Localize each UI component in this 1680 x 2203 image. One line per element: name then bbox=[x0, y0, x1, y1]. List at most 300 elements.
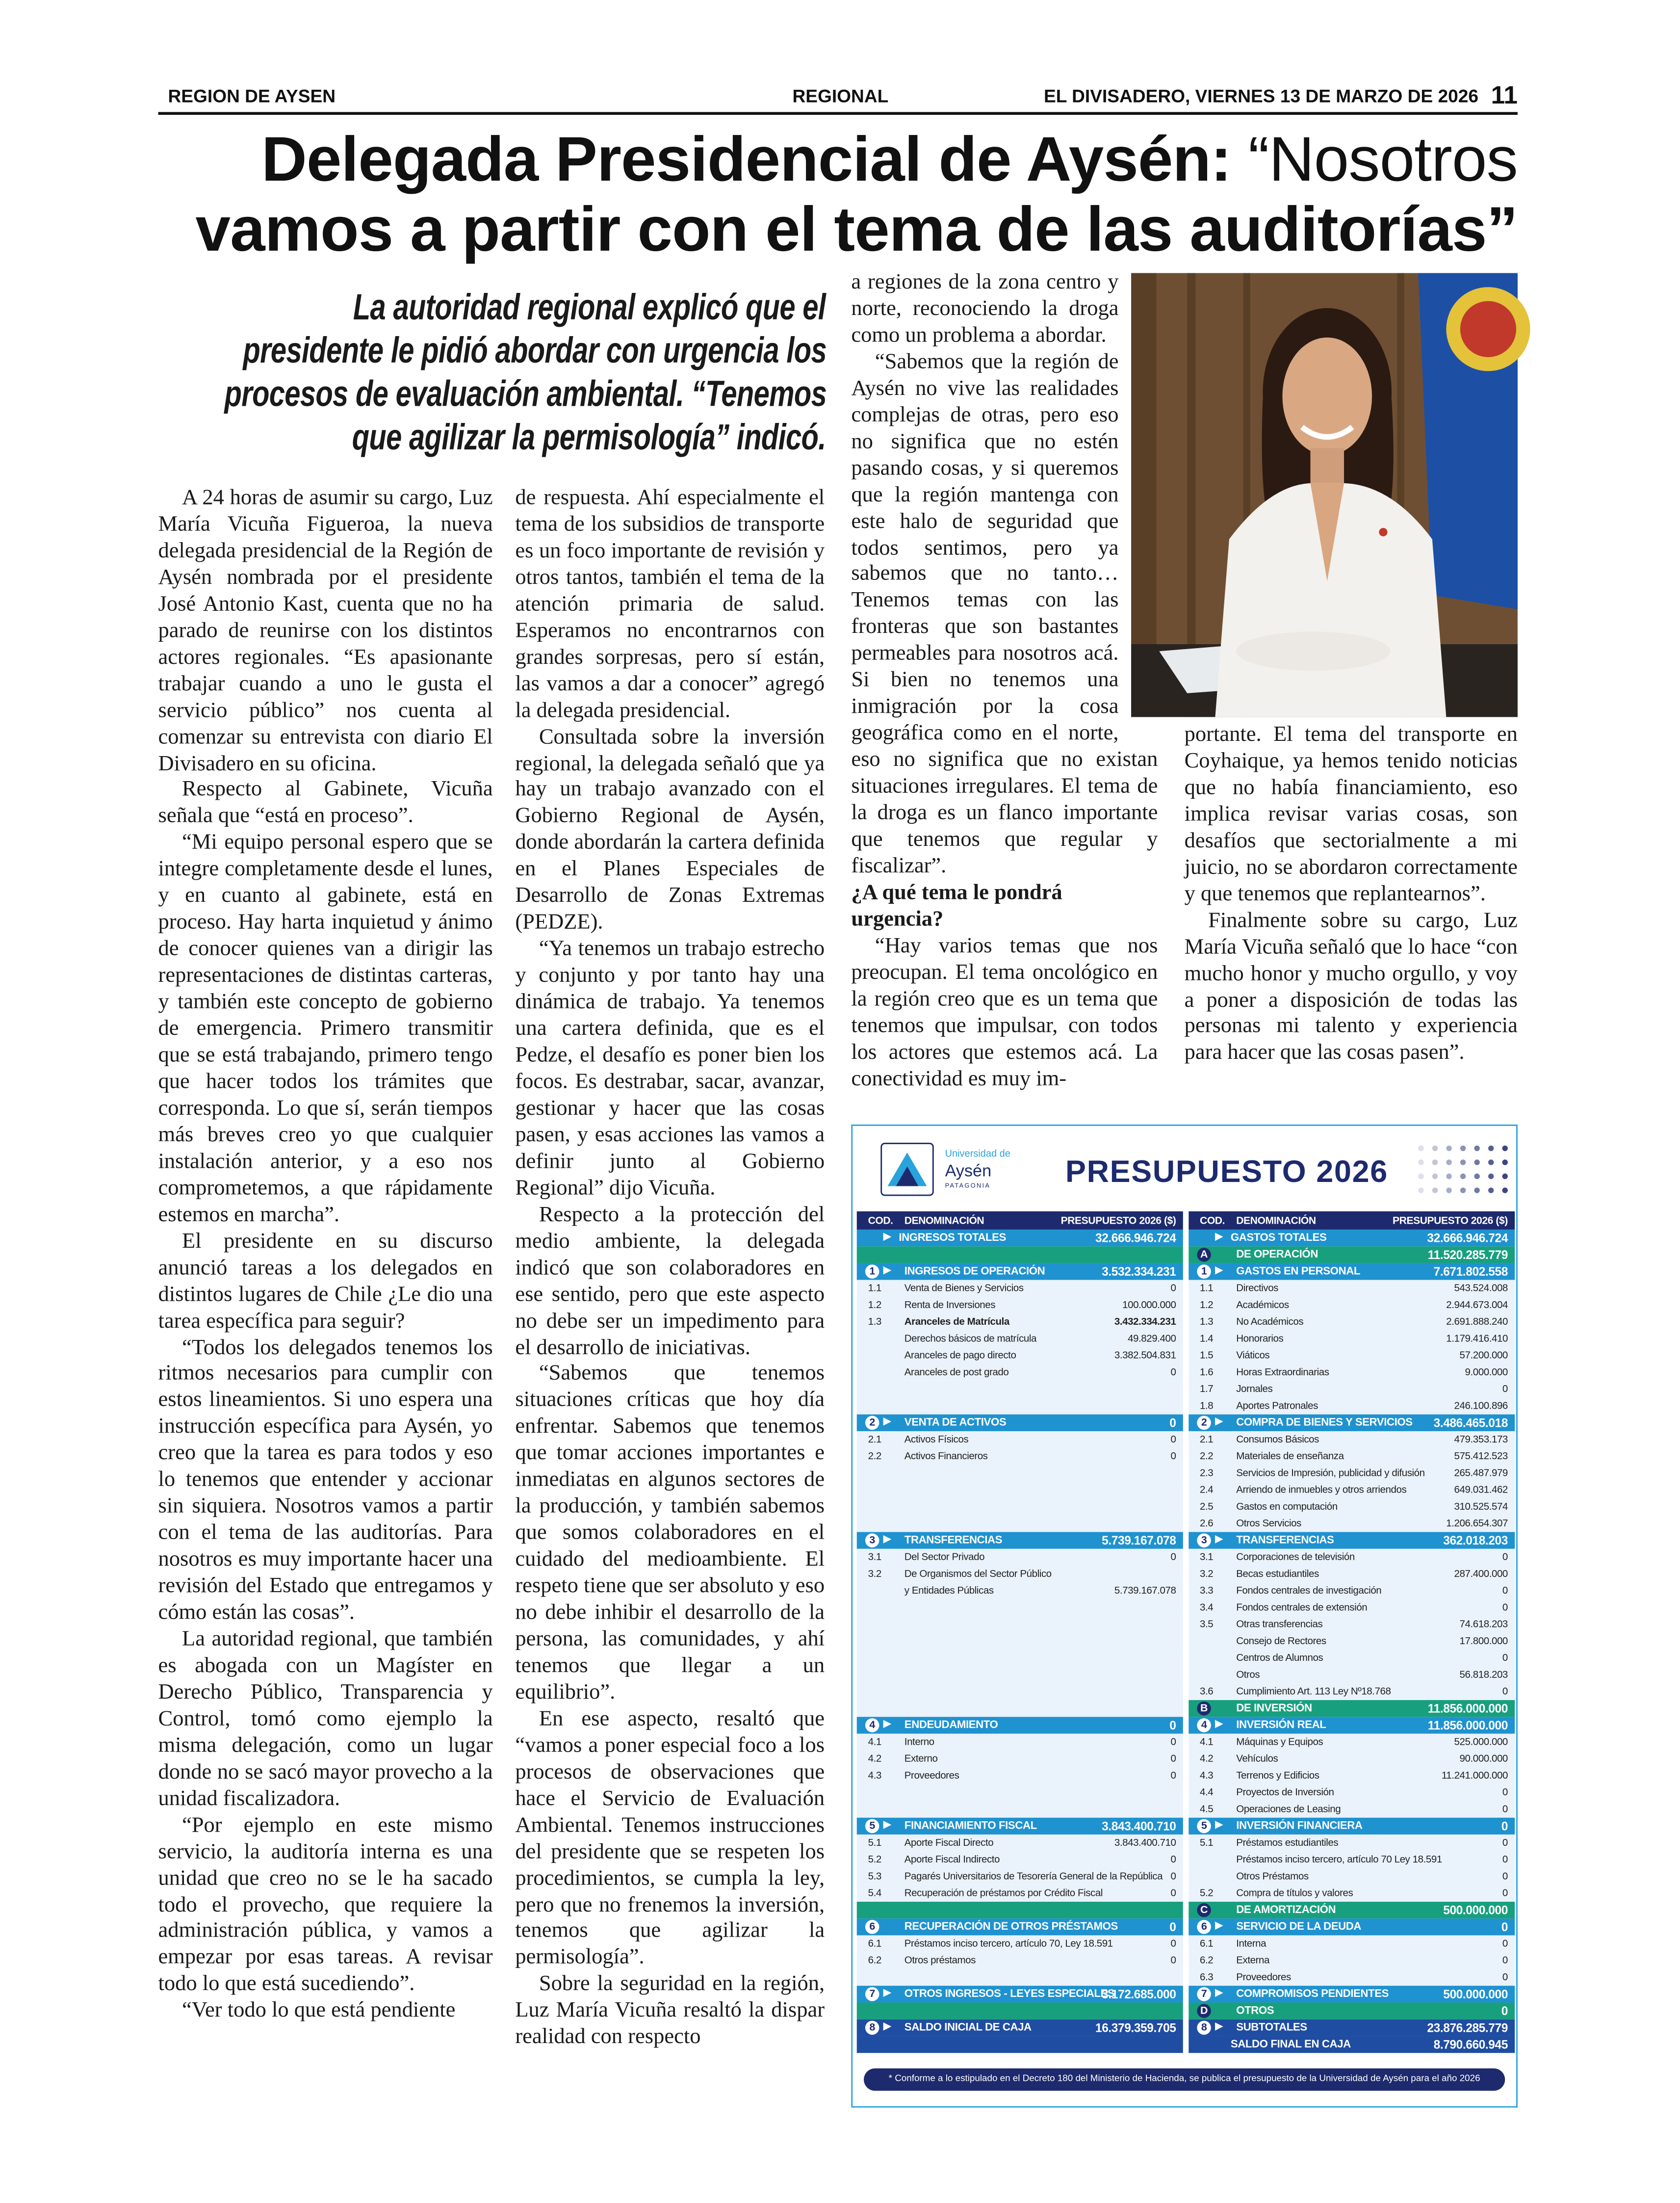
paragraph: Finalmente sobre su cargo, Luz María Vicuña señaló que lo hace “con mucho honor y mucho orgullo, y voy a poner a disposición de todas las personas mi talento y experiencia para hacer que las cosas pasen”. bbox=[1184, 908, 1518, 1065]
budget-row-sec bbox=[1189, 1700, 1515, 1717]
logo-text-line2: Aysén bbox=[945, 1161, 992, 1181]
section-letter-badge: A bbox=[1197, 1248, 1211, 1262]
triangle-right-icon: ▶ bbox=[883, 2022, 891, 2032]
row-label: Fondos centrales de extensión bbox=[1236, 1600, 1368, 1614]
category-number-badge: 1 bbox=[865, 1264, 879, 1279]
budget-row-green bbox=[857, 1246, 1183, 1263]
row-value: 500.000.000 bbox=[1443, 1903, 1508, 1917]
decor-dot bbox=[1446, 1187, 1451, 1193]
row-code: 5.3 bbox=[868, 1869, 881, 1883]
logo-text-line1: Universidad de bbox=[945, 1150, 1010, 1160]
budget-row-item bbox=[1189, 1582, 1515, 1599]
row-code: 3.6 bbox=[1200, 1684, 1214, 1698]
headline-quote-start: “Nosotros bbox=[1248, 123, 1518, 195]
logo-text-line3: PATAGONIA bbox=[945, 1181, 991, 1189]
budget-row-tot bbox=[1189, 1230, 1515, 1246]
header-rule bbox=[158, 112, 1518, 114]
row-value: 3.532.334.231 bbox=[1102, 1264, 1176, 1279]
budget-title: PRESUPUESTO 2026 bbox=[1065, 1154, 1388, 1189]
row-value: 0 bbox=[1170, 1752, 1176, 1765]
triangle-right-icon: ▶ bbox=[883, 1719, 891, 1730]
budget-row-sec bbox=[1189, 1246, 1515, 1263]
budget-row-item bbox=[1189, 1313, 1515, 1330]
row-label: VENTA DE ACTIVOS bbox=[904, 1416, 1007, 1429]
row-code: 2.2 bbox=[868, 1449, 881, 1462]
row-value: 1.179.416.410 bbox=[1446, 1332, 1508, 1345]
row-code: 1.2 bbox=[868, 1298, 881, 1311]
budget-row-item bbox=[857, 1330, 1183, 1347]
paragraph: La autoridad regional, que también es abogada con un Magíster en Derecho Público, Transparencia y Control, tomó como ejemplo la misma delegación, como un lugar donde no se sacó mayor provecho a la unidad fiscalizadora. bbox=[158, 1627, 493, 1810]
decor-dot bbox=[1432, 1187, 1438, 1193]
row-label: DE INVERSIÓN bbox=[1236, 1701, 1312, 1714]
triangle-right-icon: ▶ bbox=[1215, 1417, 1223, 1427]
paragraph: Sobre la seguridad en la región, Luz María Vicuña resaltó la dispar realidad con respecto bbox=[515, 1972, 825, 2049]
budget-row-item bbox=[1189, 1784, 1515, 1801]
budget-row-item bbox=[857, 1549, 1183, 1566]
paragraph: “Ver todo lo que está pendiente bbox=[182, 1998, 456, 2023]
row-label: Renta de Inversiones bbox=[904, 1298, 996, 1311]
budget-row-green bbox=[857, 2002, 1183, 2019]
row-label: Otros Servicios bbox=[1236, 1517, 1301, 1529]
section-category: REGIONAL bbox=[792, 85, 889, 106]
budget-table-ad bbox=[851, 1125, 1518, 2108]
article-column-1 bbox=[158, 486, 493, 2110]
row-value: 9.000.000 bbox=[1465, 1365, 1508, 1378]
budget-row-item bbox=[1189, 1549, 1515, 1566]
paragraph: “Mi equipo personal espero que se integre completamente desde el lunes, y en cuanto al gabinete, está en proceso. Hay harta inquietud y ánimo de conocer quienes van a dirigir las representaciones de distintas carteras, y también este concepto de gobierno de emergencia. Primero transmitir que se está trabajando, primero tengo que hacer todos los trámites que corresponda. Lo que sí, serán tiempos más breves creo yo que cualquier instalación anterior, y a eso nos comprometemos, a que rápidamente estemos en marcha”. bbox=[158, 831, 493, 1227]
budget-row-item bbox=[857, 1952, 1183, 1969]
row-code: 5.1 bbox=[1200, 1836, 1214, 1849]
triangle-right-icon: ▶ bbox=[883, 1266, 891, 1276]
dot-pattern-decoration bbox=[1413, 1140, 1511, 1208]
category-number-badge: 7 bbox=[865, 1987, 879, 2001]
category-number-badge: 7 bbox=[1197, 1987, 1211, 2001]
category-number-badge: 8 bbox=[865, 2021, 879, 2035]
row-value: 310.525.574 bbox=[1454, 1499, 1508, 1513]
category-number-badge: 8 bbox=[1197, 2021, 1211, 2035]
row-value: 0 bbox=[1170, 1937, 1176, 1950]
row-value: 479.353.173 bbox=[1454, 1432, 1508, 1445]
row-value: 0 bbox=[1170, 1768, 1176, 1782]
row-value: 0 bbox=[1170, 1735, 1176, 1748]
row-label: Materiales de enseñanza bbox=[1236, 1449, 1344, 1462]
decor-dot bbox=[1460, 1159, 1466, 1165]
row-value: 0 bbox=[1170, 1550, 1176, 1563]
row-value: 0 bbox=[1502, 1970, 1508, 1983]
category-number-badge: 6 bbox=[1197, 1920, 1211, 1934]
budget-row-dark bbox=[857, 2019, 1183, 2036]
row-code: 6.2 bbox=[868, 1953, 881, 1967]
row-value: 0 bbox=[1170, 1432, 1176, 1445]
row-label: Externa bbox=[1236, 1953, 1269, 1967]
row-value: 3.486.465.018 bbox=[1433, 1416, 1508, 1430]
row-label: Consejo de Rectores bbox=[1236, 1634, 1326, 1647]
row-label: y Entidades Públicas bbox=[904, 1584, 994, 1597]
article-column-4 bbox=[1185, 723, 1518, 1101]
budget-row-blank bbox=[857, 1666, 1183, 1683]
budget-row-item bbox=[1189, 1599, 1515, 1616]
row-value: 0 bbox=[1502, 1937, 1508, 1950]
row-code: 5.2 bbox=[868, 1853, 881, 1865]
budget-row-cat bbox=[1189, 1986, 1515, 2002]
row-label: Venta de Bienes y Servicios bbox=[904, 1281, 1024, 1294]
row-value: 0 bbox=[1502, 1382, 1508, 1395]
paragraph: Respecto al Gabinete, Vicuña señala que “está en proceso”. bbox=[158, 778, 493, 829]
row-label: INGRESOS TOTALES bbox=[899, 1231, 1006, 1244]
row-label: Préstamos estudiantiles bbox=[1236, 1836, 1339, 1849]
row-label: Centros de Alumnos bbox=[1236, 1651, 1323, 1664]
row-code: 3.1 bbox=[868, 1550, 881, 1563]
row-value: 32.666.946.724 bbox=[1427, 1231, 1508, 1245]
budget-row-cat bbox=[857, 1263, 1183, 1280]
deck-line: procesos de evaluación ambiental. “Tenemos bbox=[224, 372, 826, 415]
row-code: 4.2 bbox=[868, 1752, 881, 1765]
category-number-badge: 1 bbox=[1197, 1264, 1211, 1279]
budget-row-item bbox=[857, 1448, 1183, 1465]
section-letter-badge: C bbox=[1197, 1903, 1211, 1917]
row-label: SALDO FINAL EN CAJA bbox=[1230, 2037, 1351, 2050]
row-label: Otras transferencias bbox=[1236, 1617, 1323, 1630]
row-label: DENOMINACIÓN bbox=[1236, 1214, 1316, 1227]
row-label: Otros préstamos bbox=[904, 1953, 976, 1967]
row-value: 8.790.660.945 bbox=[1433, 2037, 1508, 2052]
subheading: ¿A qué tema le pondrá urgencia? bbox=[851, 881, 1062, 931]
row-label: Servicios de Impresión, publicidad y difusión bbox=[1236, 1466, 1425, 1479]
budget-row-item bbox=[1189, 1347, 1515, 1364]
row-label: INVERSIÓN FINANCIERA bbox=[1236, 1819, 1363, 1832]
row-label: Aranceles de Matrícula bbox=[904, 1315, 1009, 1328]
row-value: 246.100.896 bbox=[1454, 1399, 1508, 1412]
deck-line: La autoridad regional explicó que el bbox=[353, 286, 826, 328]
row-value: 16.379.359.705 bbox=[1095, 2020, 1176, 2035]
decor-dot bbox=[1488, 1159, 1494, 1165]
decor-dot bbox=[1418, 1146, 1423, 1151]
row-code: 1.8 bbox=[1200, 1399, 1214, 1412]
row-label: Otros bbox=[1236, 1668, 1260, 1681]
row-value: 5.739.167.078 bbox=[1102, 1533, 1176, 1547]
row-code: 5.2 bbox=[1200, 1886, 1214, 1899]
budget-row-item bbox=[857, 1935, 1183, 1952]
decor-dot bbox=[1488, 1187, 1494, 1193]
decor-dot bbox=[1446, 1174, 1451, 1179]
paragraph: “Ya tenemos un trabajo estrecho y conjunto y por tanto hay una dinámica de trabajo. Ya tenemos una cartera definida, que es el Pedze, el desafío es poner bien los focos. Es destrabar, sacar, avanzar, gestionar y hacer que las cosas pasen, y esas acciones las vamos a definir junto al Gobierno Regional” dijo Vicuña. bbox=[515, 937, 825, 1200]
row-value: 57.200.000 bbox=[1459, 1348, 1508, 1362]
row-label: FINANCIAMIENTO FISCAL bbox=[904, 1819, 1037, 1832]
row-value: 0 bbox=[1501, 1819, 1508, 1834]
budget-row-cat bbox=[1189, 1415, 1515, 1431]
row-label: Derechos básicos de matrícula bbox=[904, 1332, 1037, 1345]
category-number-badge: 2 bbox=[1197, 1416, 1211, 1430]
row-code: COD. bbox=[1200, 1214, 1225, 1227]
headline-line-2: vamos a partir con el tema de las auditorías” bbox=[195, 193, 1518, 265]
row-value: 0 bbox=[1502, 1550, 1508, 1563]
row-label: Activos Físicos bbox=[904, 1432, 969, 1445]
row-code: 1.3 bbox=[1200, 1315, 1214, 1328]
row-label: SUBTOTALES bbox=[1236, 2020, 1307, 2034]
budget-row-item bbox=[857, 1582, 1183, 1599]
row-value: 0 bbox=[1169, 1416, 1176, 1430]
budget-row-cat bbox=[1189, 1918, 1515, 1935]
budget-row-item bbox=[1189, 1397, 1515, 1414]
row-code: 1.7 bbox=[1200, 1382, 1214, 1395]
row-value: 0 bbox=[1502, 1836, 1508, 1849]
decor-dot bbox=[1418, 1159, 1423, 1165]
budget-row-item bbox=[1189, 1868, 1515, 1885]
category-number-badge: 2 bbox=[865, 1416, 879, 1430]
budget-row-blank bbox=[857, 1801, 1183, 1817]
row-label: Aranceles de pago directo bbox=[904, 1348, 1016, 1362]
deck-line: que agilizar la permisología” indicó. bbox=[352, 416, 826, 458]
row-label: Pagarés Universitarios de Tesorería General de la República bbox=[904, 1869, 1163, 1883]
decor-dot bbox=[1474, 1187, 1479, 1193]
row-value: 0 bbox=[1502, 1869, 1508, 1883]
row-label: Consumos Básicos bbox=[1236, 1432, 1319, 1445]
row-code: 5.4 bbox=[868, 1886, 881, 1899]
row-code: 5.1 bbox=[868, 1836, 881, 1849]
triangle-right-icon: ▶ bbox=[883, 1988, 891, 1998]
row-label: Compra de títulos y valores bbox=[1236, 1886, 1353, 1899]
budget-row-item bbox=[1189, 1851, 1515, 1868]
row-code: 2.3 bbox=[1200, 1466, 1214, 1479]
row-value: 0 bbox=[1501, 2004, 1508, 2018]
row-label: De Organismos del Sector Público bbox=[904, 1567, 1052, 1580]
section-letter-badge: B bbox=[1197, 1702, 1211, 1716]
row-label: RECUPERACIÓN DE OTROS PRÉSTAMOS bbox=[904, 1920, 1118, 1933]
row-label: Recuperación de préstamos por Crédito Fiscal bbox=[904, 1886, 1103, 1899]
row-value: 0 bbox=[1170, 1449, 1176, 1462]
budget-row-blank bbox=[857, 1683, 1183, 1700]
article-column-2 bbox=[515, 486, 825, 2110]
category-number-badge: 3 bbox=[1197, 1533, 1211, 1547]
decor-dot bbox=[1488, 1146, 1494, 1151]
row-value: 3.843.400.710 bbox=[1102, 1819, 1176, 1834]
budget-row-cat bbox=[1189, 1263, 1515, 1280]
row-code: 4.3 bbox=[868, 1768, 881, 1782]
headline-line-1 bbox=[261, 123, 1518, 196]
row-code: 4.4 bbox=[1200, 1785, 1214, 1798]
row-code: 2.4 bbox=[1200, 1483, 1214, 1496]
triangle-right-icon: ▶ bbox=[1215, 1266, 1223, 1276]
row-label: Académicos bbox=[1236, 1298, 1289, 1311]
budget-row-fin bbox=[1189, 2036, 1515, 2053]
row-value: 0 bbox=[1169, 1920, 1176, 1934]
triangle-right-icon: ▶ bbox=[1215, 1820, 1223, 1831]
row-value: 0 bbox=[1170, 1853, 1176, 1865]
budget-row-blank bbox=[857, 1381, 1183, 1397]
triangle-right-icon: ▶ bbox=[1215, 1921, 1223, 1931]
triangle-right-icon: ▶ bbox=[1215, 1535, 1223, 1545]
row-code: COD. bbox=[868, 1214, 893, 1227]
budget-row-blank bbox=[857, 1650, 1183, 1666]
category-number-badge: 4 bbox=[865, 1718, 879, 1732]
row-value: 0 bbox=[1502, 1584, 1508, 1597]
budget-row-blank bbox=[857, 1465, 1183, 1481]
budget-row-item bbox=[857, 1431, 1183, 1448]
paragraph: Consultada sobre la inversión regional, la delegada señaló que ya hay un trabajo avanzado con el Gobierno Regional de Aysén, donde abordarán la cartera definida en el Planes Especiales de Desarrollo de Zonas Extremas (PEDZE). bbox=[515, 725, 825, 935]
row-label: Aportes Patronales bbox=[1236, 1399, 1318, 1412]
paragraph: El presidente en su discurso anunció tareas a los delegados en distintos lugares de Chile ¿Le dio una tarea específica para seguir? bbox=[158, 1229, 493, 1333]
row-label: COMPRA DE BIENES Y SERVICIOS bbox=[1236, 1416, 1413, 1429]
row-code: 3.2 bbox=[1200, 1567, 1214, 1580]
decor-dot bbox=[1502, 1159, 1508, 1165]
row-code: 2.5 bbox=[1200, 1499, 1214, 1513]
row-code: 2.1 bbox=[1200, 1432, 1214, 1445]
row-code: 4.1 bbox=[868, 1735, 881, 1748]
row-value: 0 bbox=[1502, 1853, 1508, 1865]
row-value: 3.432.334.231 bbox=[1114, 1315, 1176, 1328]
budget-row-item bbox=[1189, 1935, 1515, 1952]
budget-row-cat bbox=[857, 1415, 1183, 1431]
row-code: 3.4 bbox=[1200, 1600, 1214, 1614]
row-value: 0 bbox=[1170, 1869, 1176, 1883]
decor-dot bbox=[1460, 1174, 1466, 1179]
row-code: 2.2 bbox=[1200, 1449, 1214, 1462]
row-value: 3.172.685.000 bbox=[1102, 1987, 1176, 2001]
row-value: 0 bbox=[1502, 1600, 1508, 1614]
row-label: OTROS INGRESOS - LEYES ESPECIALES bbox=[904, 1987, 1115, 2000]
row-code: 4.1 bbox=[1200, 1735, 1214, 1748]
budget-row-cat bbox=[1189, 1717, 1515, 1733]
row-value: PRESUPUESTO 2026 ($) bbox=[1393, 1214, 1508, 1227]
budget-row-item bbox=[1189, 1952, 1515, 1969]
paper-date: EL DIVISADERO, VIERNES 13 DE MARZO DE 2026 bbox=[1044, 85, 1479, 106]
paragraph: “Todos los delegados tenemos los ritmos necesarios para cumplir con estos lineamientos. Si uno espera una instrucción específica para Aysén, yo creo que la tarea es para todos y eso lo tenemos que entender y accionar sin siquiera. Nosotros vamos a partir con el tema de las auditorías. Para nosotros es muy importante hacer una revisión del Estado que entregamos y cómo están las cosas”. bbox=[158, 1335, 493, 1625]
row-label: TRANSFERENCIAS bbox=[904, 1533, 1003, 1547]
category-number-badge: 5 bbox=[1197, 1819, 1211, 1834]
row-label: Proveedores bbox=[1236, 1970, 1291, 1983]
budget-row-item bbox=[857, 1868, 1183, 1885]
decor-dot bbox=[1446, 1159, 1451, 1165]
row-value: 7.671.802.558 bbox=[1433, 1264, 1508, 1279]
row-value: 0 bbox=[1502, 1785, 1508, 1798]
row-label: Corporaciones de televisión bbox=[1236, 1550, 1355, 1563]
triangle-right-icon: ▶ bbox=[1215, 1232, 1223, 1242]
row-value: 0 bbox=[1170, 1886, 1176, 1899]
triangle-right-icon: ▶ bbox=[883, 1417, 891, 1427]
paragraph: “Por ejemplo en este mismo servicio, la auditoría interna es una unidad que creo no se le ha sacado todo el provecho, que requiere la administración pública, y vamos a empezar por esas tareas. A revisar todo lo que está sucediendo”. bbox=[158, 1813, 493, 1996]
row-value: 575.412.523 bbox=[1454, 1449, 1508, 1462]
row-value: 500.000.000 bbox=[1443, 1987, 1508, 2001]
budget-row-item bbox=[1189, 1364, 1515, 1381]
budget-row-blank bbox=[857, 1616, 1183, 1633]
triangle-right-icon: ▶ bbox=[883, 1535, 891, 1545]
row-label: Interna bbox=[1236, 1937, 1266, 1950]
budget-row-item bbox=[857, 1347, 1183, 1364]
budget-row-item bbox=[1189, 1885, 1515, 1902]
row-label: SERVICIO DE LA DEUDA bbox=[1236, 1920, 1362, 1933]
row-code: 3.5 bbox=[1200, 1617, 1214, 1630]
row-value: 525.000.000 bbox=[1454, 1735, 1508, 1748]
category-number-badge: 5 bbox=[865, 1819, 879, 1834]
row-label: Gastos en computación bbox=[1236, 1499, 1338, 1513]
budget-row-item bbox=[857, 1851, 1183, 1868]
row-code: 4.3 bbox=[1200, 1768, 1214, 1782]
budget-row-item bbox=[857, 1297, 1183, 1313]
row-value: 1.206.654.307 bbox=[1446, 1517, 1508, 1529]
decor-dot bbox=[1418, 1187, 1423, 1193]
row-value: 0 bbox=[1502, 1953, 1508, 1967]
row-label: ENDEUDAMIENTO bbox=[904, 1718, 998, 1731]
row-label: GASTOS TOTALES bbox=[1230, 1231, 1327, 1244]
row-label: No Académicos bbox=[1236, 1315, 1304, 1328]
triangle-right-icon: ▶ bbox=[1215, 2022, 1223, 2032]
category-number-badge: 4 bbox=[1197, 1718, 1211, 1732]
deck-line: presidente le pidió abordar con urgencia los bbox=[242, 329, 826, 371]
row-code: 1.1 bbox=[868, 1281, 881, 1294]
decor-dot bbox=[1432, 1174, 1438, 1179]
row-label: INGRESOS DE OPERACIÓN bbox=[904, 1264, 1045, 1278]
row-code: 4.5 bbox=[1200, 1802, 1214, 1815]
section-letter-badge: D bbox=[1197, 2004, 1211, 2018]
row-code: 6.1 bbox=[1200, 1937, 1214, 1950]
row-label: OTROS bbox=[1236, 2004, 1274, 2017]
row-value: 90.000.000 bbox=[1459, 1752, 1508, 1765]
budget-row-item bbox=[1189, 1482, 1515, 1498]
paragraph: “Sabemos que tenemos situaciones críticas que hoy día enfrentar. Sabemos que tenemos que tomar acciones importantes e inmediatas en algunos sectores de la producción, y también sabemos que somos colaboradores en el cuidado del medioambiente. El respeto tiene que ser absoluto y eso no debe inhibir el desarrollo de la persona, las comunidades, y ahí tenemos que llegar a un equilibrio”. bbox=[515, 1362, 825, 1705]
budget-row-hd bbox=[1189, 1211, 1515, 1230]
triangle-right-icon: ▶ bbox=[883, 1232, 891, 1242]
row-label: Otros Préstamos bbox=[1236, 1869, 1309, 1883]
row-label: Aporte Fiscal Directo bbox=[904, 1836, 994, 1849]
row-label: Fondos centrales de investigación bbox=[1236, 1584, 1382, 1597]
row-label: Becas estudiantiles bbox=[1236, 1567, 1319, 1580]
row-value: 0 bbox=[1501, 1920, 1508, 1934]
expense-column bbox=[1189, 1211, 1515, 2053]
budget-row-item bbox=[1189, 1330, 1515, 1347]
decor-dot bbox=[1488, 1174, 1494, 1179]
row-value: 11.856.000.000 bbox=[1427, 1701, 1508, 1716]
decor-dot bbox=[1432, 1159, 1438, 1165]
row-value: 0 bbox=[1502, 1802, 1508, 1815]
budget-row-item bbox=[857, 1313, 1183, 1330]
row-value: 0 bbox=[1169, 1718, 1176, 1732]
budget-row-item bbox=[857, 1767, 1183, 1784]
row-value: 74.618.203 bbox=[1459, 1617, 1508, 1630]
column-divider bbox=[1186, 1211, 1189, 2052]
category-number-badge: 6 bbox=[865, 1920, 879, 1934]
row-label: Proveedores bbox=[904, 1768, 959, 1782]
decor-dot bbox=[1502, 1174, 1508, 1179]
row-value: 3.843.400.710 bbox=[1114, 1836, 1176, 1849]
budget-row-item bbox=[857, 1733, 1183, 1750]
page-number: 11 bbox=[1491, 81, 1518, 109]
budget-row-item bbox=[1189, 1297, 1515, 1313]
budget-row-blank bbox=[857, 1784, 1183, 1801]
row-value: 649.031.462 bbox=[1454, 1483, 1508, 1496]
budget-row-item bbox=[857, 1364, 1183, 1381]
budget-row-cat bbox=[1189, 1532, 1515, 1548]
section-label: REGION DE AYSEN bbox=[168, 85, 336, 106]
budget-row-item bbox=[1189, 1633, 1515, 1650]
decor-dot bbox=[1460, 1146, 1466, 1151]
budget-row-item bbox=[1189, 1767, 1515, 1784]
paragraph: En ese aspecto, resaltó que “vamos a poner especial foco a los procesos de observaciones que hace el Servicio de Evaluación Ambiental. Tenemos instrucciones del presidente que se respeten los procedimientos, se cumpla la ley, pero que no frenemos la inversión, tenemos que agilizar la permisología”. bbox=[515, 1706, 825, 1970]
paragraph: portante. El tema del transporte en Coyhaique, ya hemos tenido noticias que no había financiamiento, eso implica revisar varias cosas, son desafíos que sectorialmente a mi juicio, no se abordaron correctamente y que tenemos que replantearnos”. bbox=[1184, 722, 1518, 906]
budget-row-item bbox=[857, 1835, 1183, 1851]
category-number-badge: 3 bbox=[865, 1533, 879, 1547]
row-code: 4.2 bbox=[1200, 1752, 1214, 1765]
row-value: 5.739.167.078 bbox=[1114, 1584, 1176, 1597]
budget-row-blank bbox=[857, 1498, 1183, 1515]
row-code: 3.3 bbox=[1200, 1584, 1214, 1597]
budget-row-blank bbox=[857, 1633, 1183, 1650]
row-code: 2.6 bbox=[1200, 1517, 1214, 1529]
budget-row-item bbox=[1189, 1650, 1515, 1666]
decor-dot bbox=[1474, 1159, 1479, 1165]
row-code: 3.2 bbox=[868, 1567, 881, 1580]
row-label: TRANSFERENCIAS bbox=[1236, 1533, 1334, 1547]
row-value: 362.018.203 bbox=[1443, 1533, 1508, 1547]
